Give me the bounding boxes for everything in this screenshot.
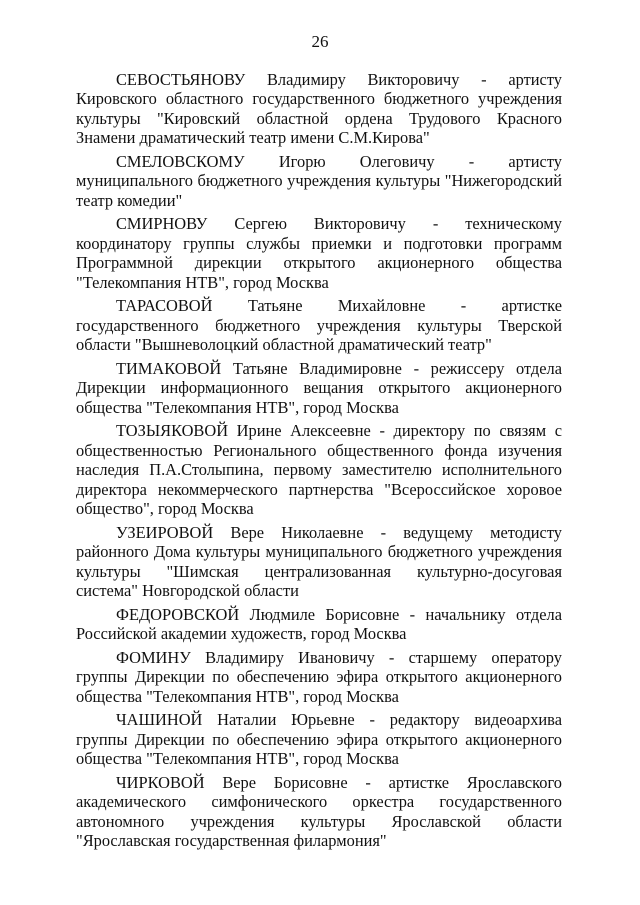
list-item [76, 359, 562, 417]
entry-surname: ЧИРКОВОЙ [116, 772, 205, 792]
entry-description: - директору по связям с общественностью Регионального общественного фонда изучения наследия П.А.Столыпина, первому заместителю исполнительного директора некоммерческого партнерства "Всероссийское хоровое общество", город Москва [76, 421, 562, 519]
entry-surname: ФОМИНУ [116, 647, 191, 667]
entry-given-names: Вере Николаевне [230, 522, 364, 542]
entry-description: - артисту муниципального бюджетного учреждения культуры "Нижегородский театр комедии" [76, 151, 562, 210]
entry-surname: УЗЕИРОВОЙ [116, 522, 214, 542]
entry-surname: ТОЗЫЯКОВОЙ [116, 421, 229, 441]
entry-given-names: Сергею Викторовичу [234, 214, 406, 234]
entry-description: - начальнику отдела Российской академии художеств, город Москва [76, 604, 562, 644]
page-number: 26 [311, 32, 329, 51]
list-item [76, 710, 562, 768]
entry-given-names: Владимиру Ивановичу [205, 647, 375, 667]
entry-given-names: Вере Борисовне [222, 772, 348, 792]
entry-description: - старшему оператору группы Дирекции по обеспечению эфира открытого акционерного общества "Телекомпания НТВ", город Москва [76, 647, 562, 706]
entry-given-names: Людмиле Борисовне [249, 604, 400, 624]
entry-surname: ЧАШИНОЙ [116, 710, 203, 730]
entry-given-names: Татьяне Михайловне [247, 296, 426, 316]
list-item [76, 523, 562, 601]
list-item [76, 421, 562, 518]
entry-surname: ТАРАСОВОЙ [116, 296, 213, 316]
entry-surname: СМЕЛОВСКОМУ [116, 151, 245, 171]
entry-surname: СМИРНОВУ [116, 214, 208, 234]
list-item [76, 214, 562, 292]
list-item [76, 773, 562, 851]
entry-description: - ведущему методисту районного Дома культуры муниципального бюджетного учреждения культуры "Шимская централизованная культурно-досуговая система" Новгородской области [76, 522, 562, 600]
entry-given-names: Татьяне Владимировне [232, 358, 402, 378]
entry-description: - артистке Ярославского академического симфонического оркестра государственного автономного учреждения культуры Ярославской области "Ярославская государственная филармония" [76, 772, 563, 850]
entry-given-names: Владимиру Викторовичу [266, 70, 460, 89]
entry-given-names: Наталии Юрьевне [217, 710, 355, 730]
entry-description: - техническому координатору группы службы приемки и подготовки программ Программной дирекции открытого акционерного общества "Телекомпания НТВ", город Москва [76, 214, 562, 292]
list-item [76, 152, 562, 210]
entry-description: - режиссеру отдела Дирекции информационного вещания открытого акционерного общества "Телекомпания НТВ", город Москва [76, 358, 562, 417]
entry-surname: СЕВОСТЬЯНОВУ [116, 70, 246, 89]
entry-surname: ТИМАКОВОЙ [116, 358, 222, 378]
award-list [76, 70, 562, 855]
entry-surname: ФЕДОРОВСКОЙ [116, 604, 240, 624]
entry-given-names: Игорю Олеговичу [278, 151, 435, 171]
list-item [76, 70, 562, 148]
list-item [76, 605, 562, 644]
entry-description: - артисту Кировского областного государственного бюджетного учреждения культуры "Кировский областной ордена Трудового Красного Знамени драматический театр имени С.М.Кирова" [76, 70, 562, 148]
entry-description: - артистке государственного бюджетного учреждения культуры Тверской области "Вышневолоцкий областной драматический театр" [76, 296, 562, 355]
entry-given-names: Ирине Алексеевне [236, 421, 371, 441]
list-item [76, 296, 562, 354]
list-item [76, 648, 562, 706]
entry-description: - редактору видеоархива группы Дирекции по обеспечению эфира открытого акционерного общества "Телекомпания НТВ", город Москва [76, 710, 562, 769]
